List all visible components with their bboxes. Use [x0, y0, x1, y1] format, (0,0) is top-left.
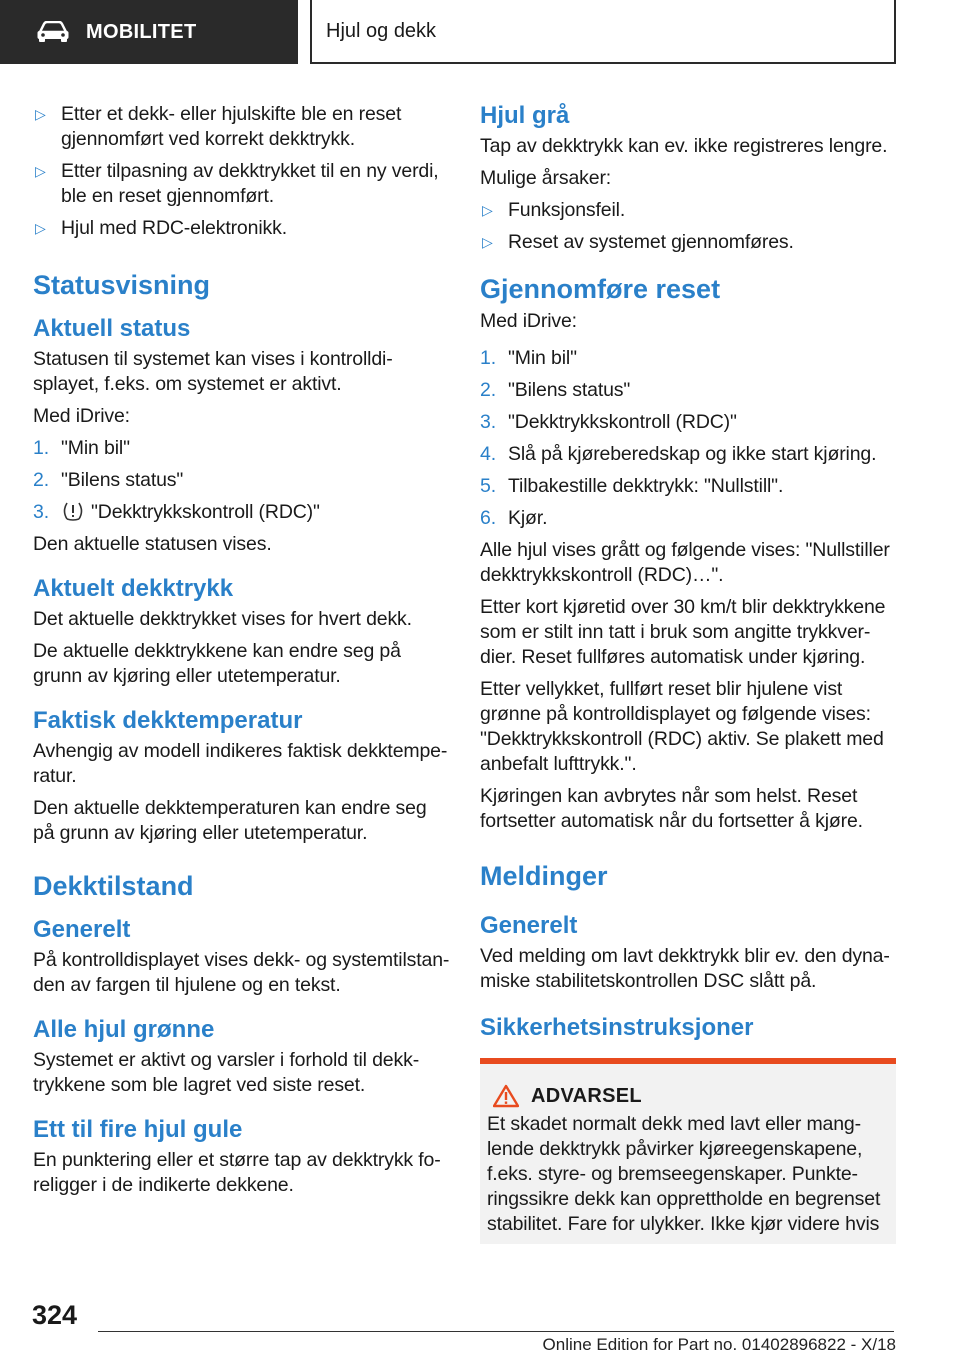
list-item — [480, 506, 896, 531]
heading-aktuell-status: Aktuell status — [33, 315, 191, 342]
list-item — [33, 500, 451, 525]
list-item: ▷ Funksjonsfeil. — [480, 198, 896, 223]
paragraph: Det aktuelle dekktrykket vises for hvert dekk. — [33, 608, 412, 630]
step-number: 5. — [480, 475, 496, 497]
warning-triangle-icon — [493, 1084, 519, 1108]
paragraph: En punktering eller et større tap av dekktrykk foreligger i de indikerte dekkene. — [33, 1149, 441, 1196]
paragraph: Alle hjul vises grått og følgende vises: "Nullstiller dekktrykkskontroll (RDC)…". — [480, 539, 890, 586]
paragraph: Etter vellykket, fullført reset blir hjulene vist grønne på kontrolldisplayet og følgende vises: "Dekktrykkskontroll (RDC) aktiv. Se plakett med anbefalt lufttrykk.". — [480, 678, 884, 775]
heading-alle-hjul-gronne: Alle hjul grønne — [33, 1016, 215, 1043]
step-text: "Min bil" — [61, 437, 130, 459]
step-text: Slå på kjøreberedskap og ikke start kjøring. — [508, 443, 877, 465]
car-icon — [36, 21, 70, 43]
paragraph: Med iDrive: — [480, 310, 577, 332]
step-text: "Dekktrykkskontroll (RDC)" — [508, 411, 737, 433]
paragraph: Etter kort kjøretid over 30 km/t blir dekktrykkene som er stilt inn tatt i bruk som angitte trykkverdier. Reset fullføres automatisk under kjøring. — [480, 596, 886, 668]
section-title: MOBILITET — [86, 20, 197, 43]
intro-bullet-list — [33, 102, 451, 241]
paragraph: Ved melding om lavt dekktrykk blir ev. den dynamiske stabilitetskontrollen DSC slått på. — [480, 945, 890, 992]
paragraph: Mulige årsaker: — [480, 167, 612, 189]
page-number: 324 — [32, 1300, 78, 1330]
step-text: "Min bil" — [508, 347, 577, 369]
list-item: ▷ Etter tilpasning av dekktrykket til en ny verdi, ble en reset gjennomført. — [33, 159, 451, 209]
heading-dekktilstand: Dekktilstand — [33, 871, 194, 901]
paragraph: Statusen til systemet kan vises i kontrolldisplayet, f.eks. om systemet er aktivt. — [33, 348, 393, 395]
step-text: Kjør. — [508, 507, 548, 529]
step-number: 3. — [33, 501, 49, 523]
topic-box — [310, 0, 896, 64]
left-column — [33, 102, 451, 1205]
paragraph: Systemet er aktivt og varsler i forhold til dekktrykkene som ble lagret ved siste reset. — [33, 1049, 420, 1096]
heading-generelt: Generelt — [33, 916, 131, 943]
step-number: 4. — [480, 443, 496, 465]
paragraph: Den aktuelle dekktemperaturen kan endre seg på grunn av kjøring eller utetemperatur. — [33, 797, 427, 844]
right-column — [480, 102, 896, 1244]
paragraph: Avhengig av modell indikeres faktisk dekktemperatur. — [33, 740, 448, 787]
heading-gjennomfore-reset: Gjennomføre reset — [480, 274, 721, 304]
section-tab — [0, 0, 298, 64]
list-item — [480, 346, 896, 371]
paragraph: Med iDrive: — [33, 405, 130, 427]
step-number: 1. — [480, 347, 496, 369]
list-item: ▷ Hjul med RDC-elektronikk. — [33, 216, 451, 241]
step-list — [33, 436, 451, 525]
step-number: 1. — [33, 437, 49, 459]
list-item: ▷ Etter et dekk- eller hjulskifte ble en reset gjennomført ved korrekt dekktrykk. — [33, 102, 451, 152]
list-item — [480, 442, 896, 467]
cause-bullet-list — [480, 198, 896, 255]
step-number: 2. — [480, 379, 496, 401]
warning-box — [480, 1058, 896, 1244]
step-number: 6. — [480, 507, 496, 529]
step-text: "Bilens status" — [508, 379, 631, 401]
step-text: "Dekktrykkskontroll (RDC)" — [91, 501, 320, 523]
tire-pressure-warning-icon — [61, 501, 85, 521]
step-list — [480, 346, 896, 531]
paragraph: På kontrolldisplayet vises dekk- og systemtilstanden av fargen til hjulene og en tekst. — [33, 949, 450, 996]
step-text: Tilbakestille dekktrykk: "Nullstill". — [508, 475, 784, 497]
heading-ett-til-fire-hjul-gule: Ett til fire hjul gule — [33, 1116, 243, 1143]
step-number: 3. — [480, 411, 496, 433]
paragraph: Kjøringen kan avbrytes når som helst. Reset fortsetter automatisk når du fortsetter å kjøre. — [480, 785, 863, 832]
step-number: 2. — [33, 469, 49, 491]
heading-generelt: Generelt — [480, 912, 578, 939]
heading-statusvisning: Statusvisning — [33, 270, 211, 300]
paragraph: Den aktuelle statusen vises. — [33, 533, 272, 555]
heading-hjul-gra: Hjul grå — [480, 102, 570, 129]
edition-note: Online Edition for Part no. 01402896822 - X/18 — [542, 1335, 896, 1354]
heading-faktisk-dekktemperatur: Faktisk dekktemperatur — [33, 707, 303, 734]
footer-divider — [98, 1331, 894, 1332]
topic-title: Hjul og dekk — [326, 19, 437, 42]
heading-sikkerhetsinstruksjoner: Sikkerhetsinstruksjoner — [480, 1014, 754, 1041]
paragraph: Tap av dekktrykk kan ev. ikke registreres lengre. — [480, 135, 888, 157]
list-item — [480, 474, 896, 499]
list-item — [480, 410, 896, 435]
list-item — [33, 436, 451, 461]
list-item — [480, 378, 896, 403]
warning-text: Et skadet normalt dekk med lavt eller manglende dekktrykk påvirker kjøreegenskapene, f.eks. styre- og bremseegenskaper. Punkteringssikre dekk kan opprettholde en begrenset stabilitet. Fare for ulykker. Ikke kjør videre hvis — [487, 1113, 881, 1235]
warning-title: ADVARSEL — [531, 1084, 642, 1107]
warning-header — [487, 1084, 888, 1108]
heading-aktuelt-dekktrykk: Aktuelt dekktrykk — [33, 575, 234, 602]
step-text: "Bilens status" — [61, 469, 184, 491]
heading-meldinger: Meldinger — [480, 861, 608, 891]
list-item: ▷ Reset av systemet gjennomføres. — [480, 230, 896, 255]
list-item — [33, 468, 451, 493]
paragraph: De aktuelle dekktrykkene kan endre seg på grunn av kjøring eller utetemperatur. — [33, 640, 401, 687]
